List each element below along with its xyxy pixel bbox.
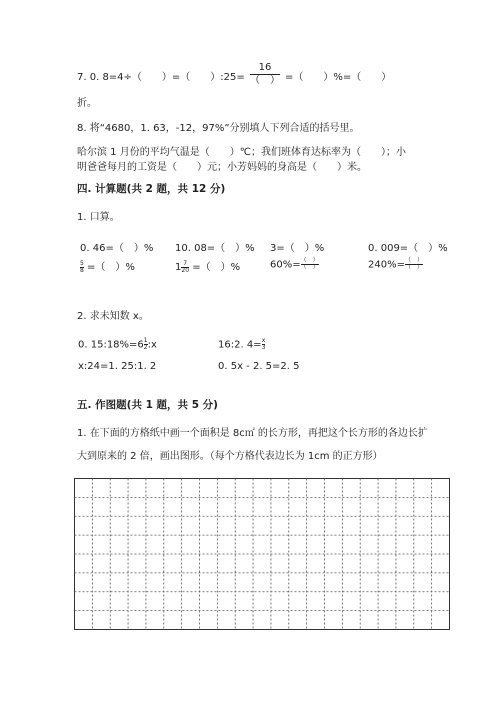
fraction: （ ） （ ） bbox=[404, 257, 423, 271]
q7-continuation: 折。 bbox=[77, 98, 97, 109]
q8-line1: 8. 将“4680，1. 63，-12，97%”分别填人下列合适的括号里。 bbox=[77, 123, 360, 134]
fraction: $\frac{7}{20}$ bbox=[181, 259, 190, 274]
q7-frac-num: 16 bbox=[258, 62, 272, 73]
oral-calc-3: 3=（ ）% bbox=[270, 243, 325, 254]
q7-fraction bbox=[250, 63, 280, 86]
q7-tail: =（ ）%=（ ） bbox=[285, 72, 392, 83]
q7-text: 7. 0. 8=4÷（ ）=（ ）:25= bbox=[77, 72, 245, 83]
oral-calc-4: 0. 009=（ ）% bbox=[368, 243, 448, 254]
oral-calc-5: $\frac{5}{8}$ =（ ）% bbox=[80, 259, 135, 274]
section4-title: 四. 计算题(共 2 题，共 12 分) bbox=[77, 183, 226, 195]
equation-3: x:24=1. 25:1. 2 bbox=[78, 361, 157, 372]
q7-frac-den: （ ） bbox=[250, 75, 280, 86]
section5-title: 五. 作图题(共 1 题，共 5 分) bbox=[77, 399, 218, 411]
s5-q1-line2: 大到原来的 2 倍，画出图形。（每个方格代表边长为 1cm 的正方形） bbox=[77, 451, 383, 462]
oral-calc-7: 60%=（ ） （ ） bbox=[270, 257, 319, 271]
fraction: $\frac{5}{8}$ bbox=[80, 259, 84, 274]
oral-calc-1: 0. 46=（ ）% bbox=[80, 243, 154, 254]
q8-line3: 明爸爸每月的工资是（ ）元；小芳妈妈的身高是（ ）米。 bbox=[77, 162, 367, 173]
fraction: $\frac{x}{3}$ bbox=[261, 337, 266, 351]
s4-q1-title: 1. 口算。 bbox=[77, 212, 120, 223]
q7-line bbox=[77, 68, 245, 83]
fraction: $\frac{1}{2}$ bbox=[143, 337, 148, 351]
oral-calc-2: 10. 08=（ ）% bbox=[175, 243, 255, 254]
s4-q2-title: 2. 求未知数 x。 bbox=[77, 311, 149, 322]
oral-calc-8: 240%=（ ） （ ） bbox=[368, 257, 423, 271]
fraction: （ ） （ ） bbox=[300, 257, 319, 271]
equation-1: 0. $15:18\%=6\frac{1}{2}:x$ bbox=[78, 337, 157, 351]
grid-paper[interactable] bbox=[74, 478, 450, 630]
oral-calc-6: $1\frac{7}{20}$ =（ ）% bbox=[175, 259, 241, 274]
equation-2: 16:2. $4=\frac{x}{3}$ bbox=[218, 337, 266, 351]
s5-q1-line1: 1. 在下面的方格纸中画一个面积是 8c㎡ 的长方形，再把这个长方形的各边长扩 bbox=[77, 428, 428, 439]
equation-4: 0. 5x - 2. 5=2. 5 bbox=[218, 361, 300, 372]
q8-line2: 哈尔滨 1 月份的平均气温是（ ）℃；我们班体育达标率为（ ）；小 bbox=[77, 147, 406, 158]
